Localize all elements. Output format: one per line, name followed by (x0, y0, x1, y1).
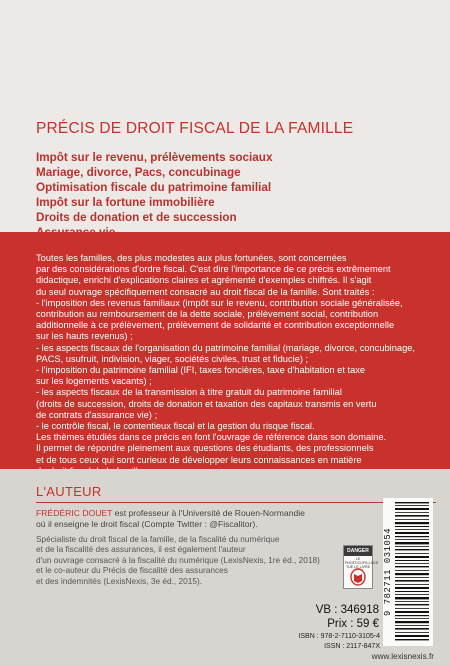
description-line: de contrats d'assurance vie) ; (36, 409, 158, 420)
description-line: contribution au remboursement de la dette sociale, prélèvement social, contribution (36, 309, 379, 320)
price: Prix : 59 € (327, 618, 379, 630)
author-detail-line: et des indemnités (LexisNexis, 3e éd., 2015). (36, 575, 203, 586)
description-text (36, 253, 436, 477)
author-bio-line: où il enseigne le droit fiscal (Compte Twitter : @Fiscalitor). (36, 518, 258, 529)
description-line: - le contrôle fiscal, le contentieux fiscal et la gestion du risque fiscal. (36, 421, 315, 432)
barcode-number: 9 782711 031054 (383, 527, 393, 617)
description-line: didactique, enrichi d'explications claires et agrémenté d'exemples chiffrés. Il s'agit (36, 275, 372, 286)
description-line: Toutes les familles, des plus modestes aux plus fortunées, sont concernées (36, 253, 347, 263)
book-icon (350, 568, 366, 586)
author-divider (36, 502, 436, 503)
author-detail-line: d'un ouvrage consacré à la fiscalité du numérique (LexisNexis, 1re éd., 2018) (36, 554, 320, 565)
description-line: - l'imposition du patrimoine familial (IFI, taxes foncières, taxe d'habitation et taxe (36, 365, 366, 376)
description-line: (droits de succession, droits de donation et taxation des capitaux transmis en vertu (36, 398, 377, 409)
book-title: PRÉCIS DE DROIT FISCAL DE LA FAMILLE (36, 120, 354, 137)
description-line: et de tous ceux qui sont curieux de développer leurs connaissances en matière (36, 454, 362, 465)
description-line: sur les hauts revenus) ; (36, 331, 133, 342)
author-detail-line: Spécialiste du droit fiscal de la famille, de la fiscalité du numérique (36, 534, 280, 544)
author-bio-text: est professeur à l'Université de Rouen-Normandie (112, 508, 305, 518)
subject-list (36, 150, 436, 240)
issn: ISSN : 2117-847X (324, 643, 380, 650)
photocopy-danger-logo (343, 545, 379, 589)
author-bio (36, 508, 326, 529)
subject-item: Impôt sur la fortune immobilière (36, 196, 215, 209)
author-heading: L'AUTEUR (36, 484, 102, 499)
logo-heading: DANGER (344, 546, 372, 556)
subject-item: Droits de donation et de succession (36, 211, 237, 224)
publisher-website: www.lexisnexis.fr (371, 652, 434, 661)
author-details (36, 534, 326, 586)
description-line: Les thèmes étudiés dans ce précis en font l'ouvrage de référence dans son domaine. (36, 432, 387, 443)
isbn: ISBN : 978-2-7110-3105-4 (298, 633, 380, 640)
subject-item: Mariage, divorce, Pacs, concubinage (36, 166, 241, 179)
subject-item: Impôt sur le revenu, prélèvements sociaux (36, 151, 273, 164)
description-line: - l'imposition des revenus familiaux (impôt sur le revenu, contribution sociale généralisée, (36, 297, 403, 308)
author-detail-line: et de la fiscalité des assurances, il est également l'auteur (36, 544, 246, 555)
author-detail-line: et le co-auteur du Précis de fiscalité des assurances (36, 565, 228, 576)
description-line: Il permet de répondre pleinement aux questions des étudiants, des professionnels (36, 443, 374, 454)
description-line: par des considérations d'ordre fiscal. C'est dire l'importance de ce précis extrêmement (36, 264, 391, 275)
description-line: additionnelle à ce prélèvement, prélèvement de solidarité et contribution exceptionnelle (36, 320, 395, 331)
description-line: du seul ouvrage spécifiquement consacré au droit fiscal de la famille. Sont traités : (36, 286, 375, 297)
subject-item: Optimisation fiscale du patrimoine familial (36, 181, 272, 194)
description-line: - les aspects fiscaux de l'organisation du patrimoine familial (mariage, divorce, concubinage, (36, 342, 416, 353)
description-line: sur les logements vacants) ; (36, 376, 152, 387)
description-line: PACS, usufruit, indivision, viager, sociétés civiles, trust et fiducie) ; (36, 353, 309, 364)
author-name: FRÉDÉRIC DOUET (36, 508, 113, 518)
logo-text: LE PHOTOCOPILLAGE TUE LE LIVRE (345, 557, 379, 569)
vb-code: VB : 346918 (315, 604, 379, 616)
description-line: - les aspects fiscaux de la transmission à titre gratuit du patrimoine familial (36, 387, 342, 398)
